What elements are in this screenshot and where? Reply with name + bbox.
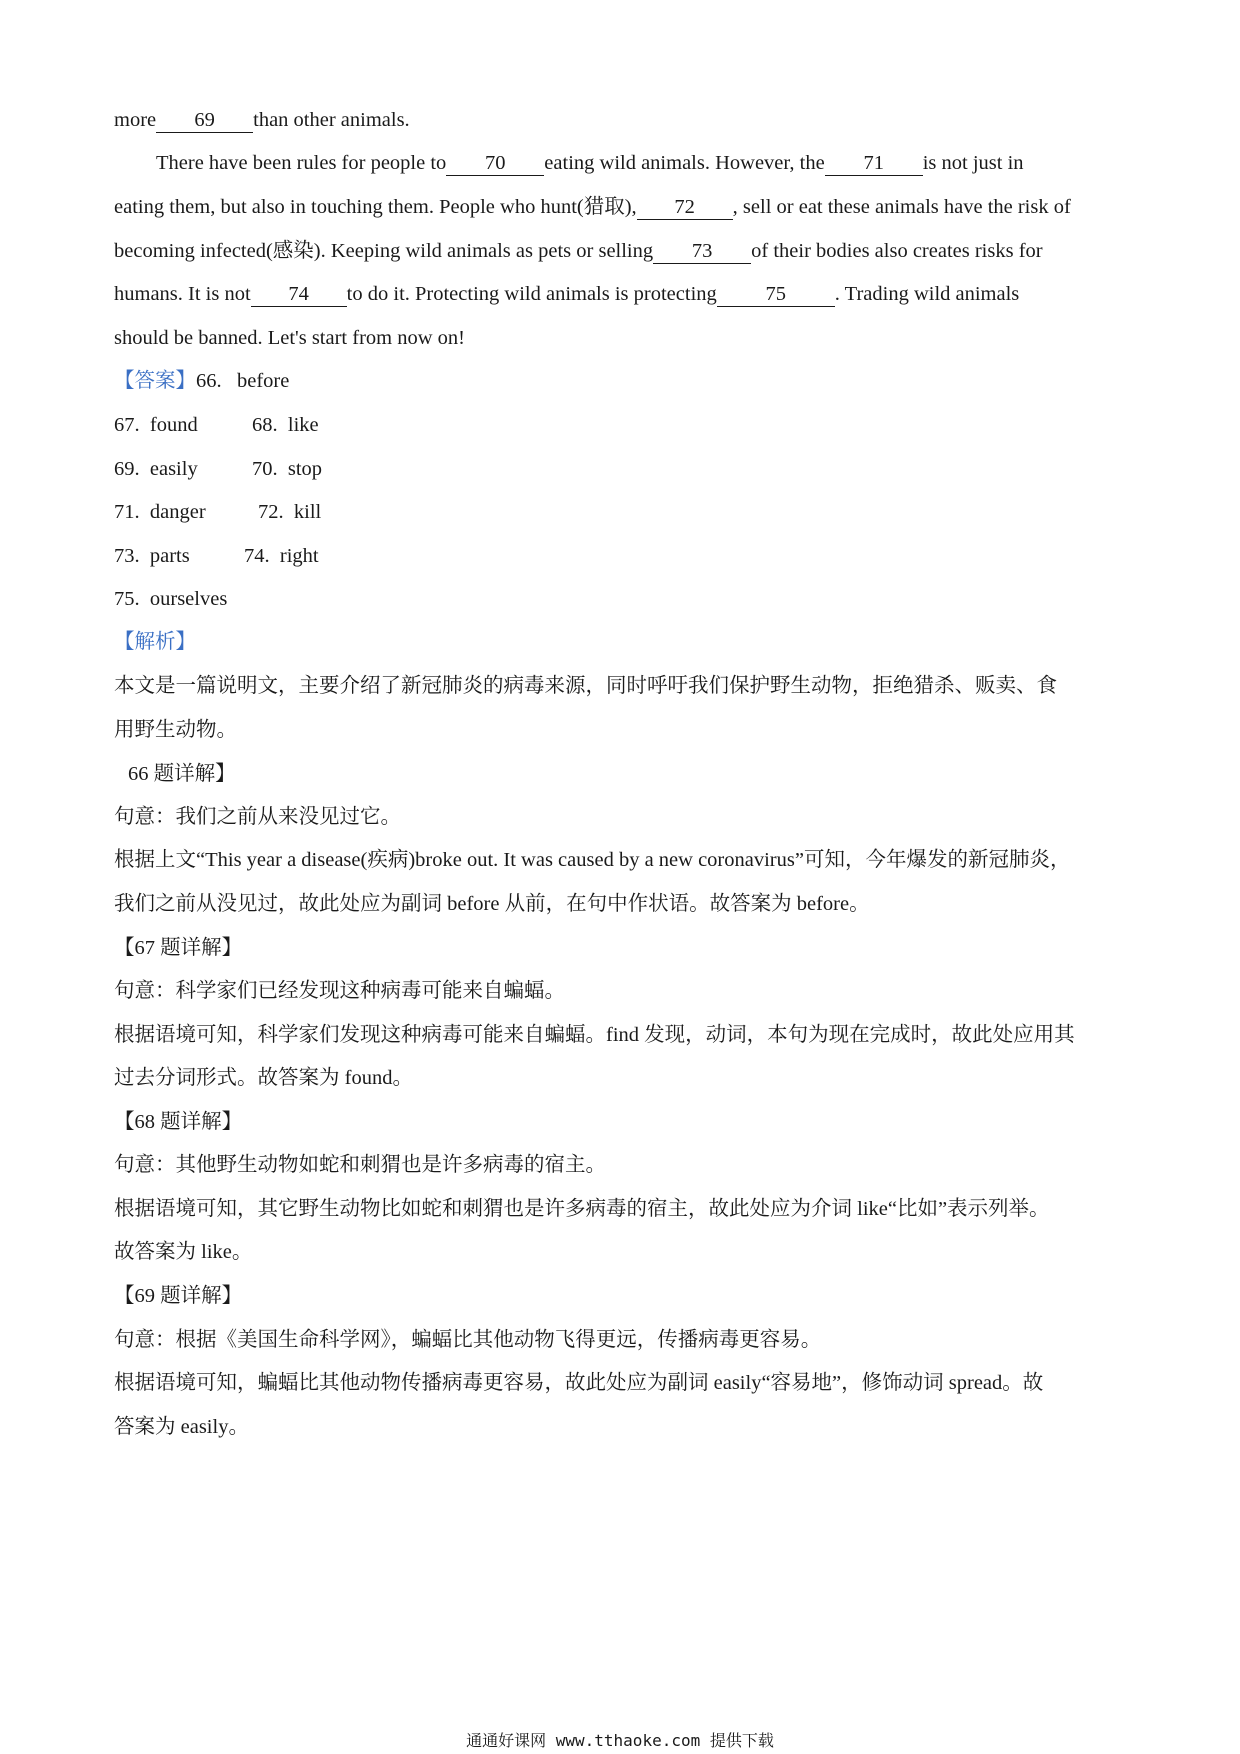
answer-item-71: 71. danger bbox=[114, 501, 206, 523]
q67-header: 【67 题详解】 bbox=[114, 937, 243, 959]
passage-text: . Trading wild animals bbox=[834, 283, 1020, 305]
passage-text: humans. It is not bbox=[114, 283, 251, 305]
q67-explanation: 根据语境可知，科学家们发现这种病毒可能来自蝙蝠。find 发现，动词，本句为现在完成时，故此处应用其 bbox=[114, 1024, 1075, 1046]
analysis-summary: 本文是一篇说明文，主要介绍了新冠肺炎的病毒来源，同时呼吁我们保护野生动物，拒绝猎杀、贩卖、食 bbox=[114, 675, 1057, 697]
q69-explanation: 答案为 easily。 bbox=[114, 1416, 249, 1438]
answer-row bbox=[114, 411, 319, 439]
answer-item-74: 74. right bbox=[244, 545, 319, 567]
passage-line-6: should be banned. Let's start from now on! bbox=[114, 327, 465, 349]
q67-explanation: 过去分词形式。故答案为 found。 bbox=[114, 1067, 413, 1089]
passage-line-4 bbox=[114, 237, 1043, 265]
passage-text: eating wild animals. However, the bbox=[544, 152, 825, 174]
passage-line-3 bbox=[114, 193, 1071, 221]
answer-row bbox=[114, 585, 227, 613]
q66-meaning: 句意：我们之前从来没见过它。 bbox=[114, 806, 401, 828]
blank-72: 72 bbox=[637, 196, 733, 220]
passage-text: There have been rules for people to bbox=[156, 152, 447, 174]
q68-explanation: 根据语境可知，其它野生动物比如蛇和刺猬也是许多病毒的宿主，故此处应为介词 like“比如”表示列举。 bbox=[114, 1198, 1050, 1220]
passage-text: to do it. Protecting wild animals is protecting bbox=[346, 283, 717, 305]
q67-meaning: 句意：科学家们已经发现这种病毒可能来自蝙蝠。 bbox=[114, 980, 565, 1002]
answer-item-72: 72. kill bbox=[258, 501, 322, 523]
blank-73: 73 bbox=[653, 240, 751, 264]
passage-text: eating them, but also in touching them. People who hunt(猎取), bbox=[114, 196, 637, 218]
answer-item-68: 68. like bbox=[252, 414, 319, 436]
passage-line-2 bbox=[156, 149, 1024, 177]
answer-tag: 【答案】 bbox=[114, 370, 196, 392]
analysis-tag: 【解析】 bbox=[114, 631, 196, 653]
q68-meaning: 句意：其他野生动物如蛇和刺猬也是许多病毒的宿主。 bbox=[114, 1154, 606, 1176]
q68-header: 【68 题详解】 bbox=[114, 1111, 243, 1133]
analysis-summary: 用野生动物。 bbox=[114, 719, 237, 741]
blank-69: 69 bbox=[156, 109, 253, 133]
answer-item-73: 73. parts bbox=[114, 545, 190, 567]
answer-item-70: 70. stop bbox=[252, 458, 323, 480]
passage-text: is not just in bbox=[922, 152, 1024, 174]
passage-text: than other animals. bbox=[253, 109, 410, 131]
passage-line-1 bbox=[114, 106, 410, 134]
passage-text: becoming infected(感染). Keeping wild animals as pets or selling bbox=[114, 240, 654, 262]
answer-item-69: 69. easily bbox=[114, 458, 198, 480]
q69-explanation: 根据语境可知，蝙蝠比其他动物传播病毒更容易，故此处应为副词 easily“容易地”，修饰动词 spread。故 bbox=[114, 1372, 1044, 1394]
passage-text: more bbox=[114, 109, 157, 131]
blank-75: 75 bbox=[717, 283, 835, 307]
passage-text: , sell or eat these animals have the risk of bbox=[732, 196, 1071, 218]
answer-row bbox=[114, 455, 322, 483]
q69-header: 【69 题详解】 bbox=[114, 1285, 243, 1307]
passage-text: of their bodies also creates risks for bbox=[751, 240, 1043, 262]
answer-item-67: 67. found bbox=[114, 414, 198, 436]
passage-line-5 bbox=[114, 280, 1019, 308]
q68-explanation: 故答案为 like。 bbox=[114, 1241, 253, 1263]
answer-row bbox=[114, 542, 319, 570]
blank-70: 70 bbox=[446, 152, 544, 176]
answer-word: before bbox=[237, 370, 290, 392]
q69-meaning: 句意：根据《美国生命科学网》，蝙蝠比其他动物飞得更远，传播病毒更容易。 bbox=[114, 1329, 822, 1351]
blank-71: 71 bbox=[825, 152, 923, 176]
q66-header: 66 题详解】 bbox=[128, 763, 236, 785]
q66-explanation: 我们之前从没见过，故此处应为副词 before 从前，在句中作状语。故答案为 before。 bbox=[114, 893, 870, 915]
page-footer: 通通好课网 www.tthaoke.com 提供下载 bbox=[466, 1731, 774, 1750]
blank-74: 74 bbox=[251, 283, 347, 307]
answer-num: 66. bbox=[196, 370, 222, 392]
answer-header bbox=[114, 367, 289, 395]
answer-row bbox=[114, 498, 321, 526]
q66-explanation: 根据上文“This year a disease(疾病)broke out. It was caused by a new coronavirus”可知，今年爆发的新冠肺炎， bbox=[114, 849, 1071, 871]
answer-item-75: 75. ourselves bbox=[114, 588, 228, 610]
